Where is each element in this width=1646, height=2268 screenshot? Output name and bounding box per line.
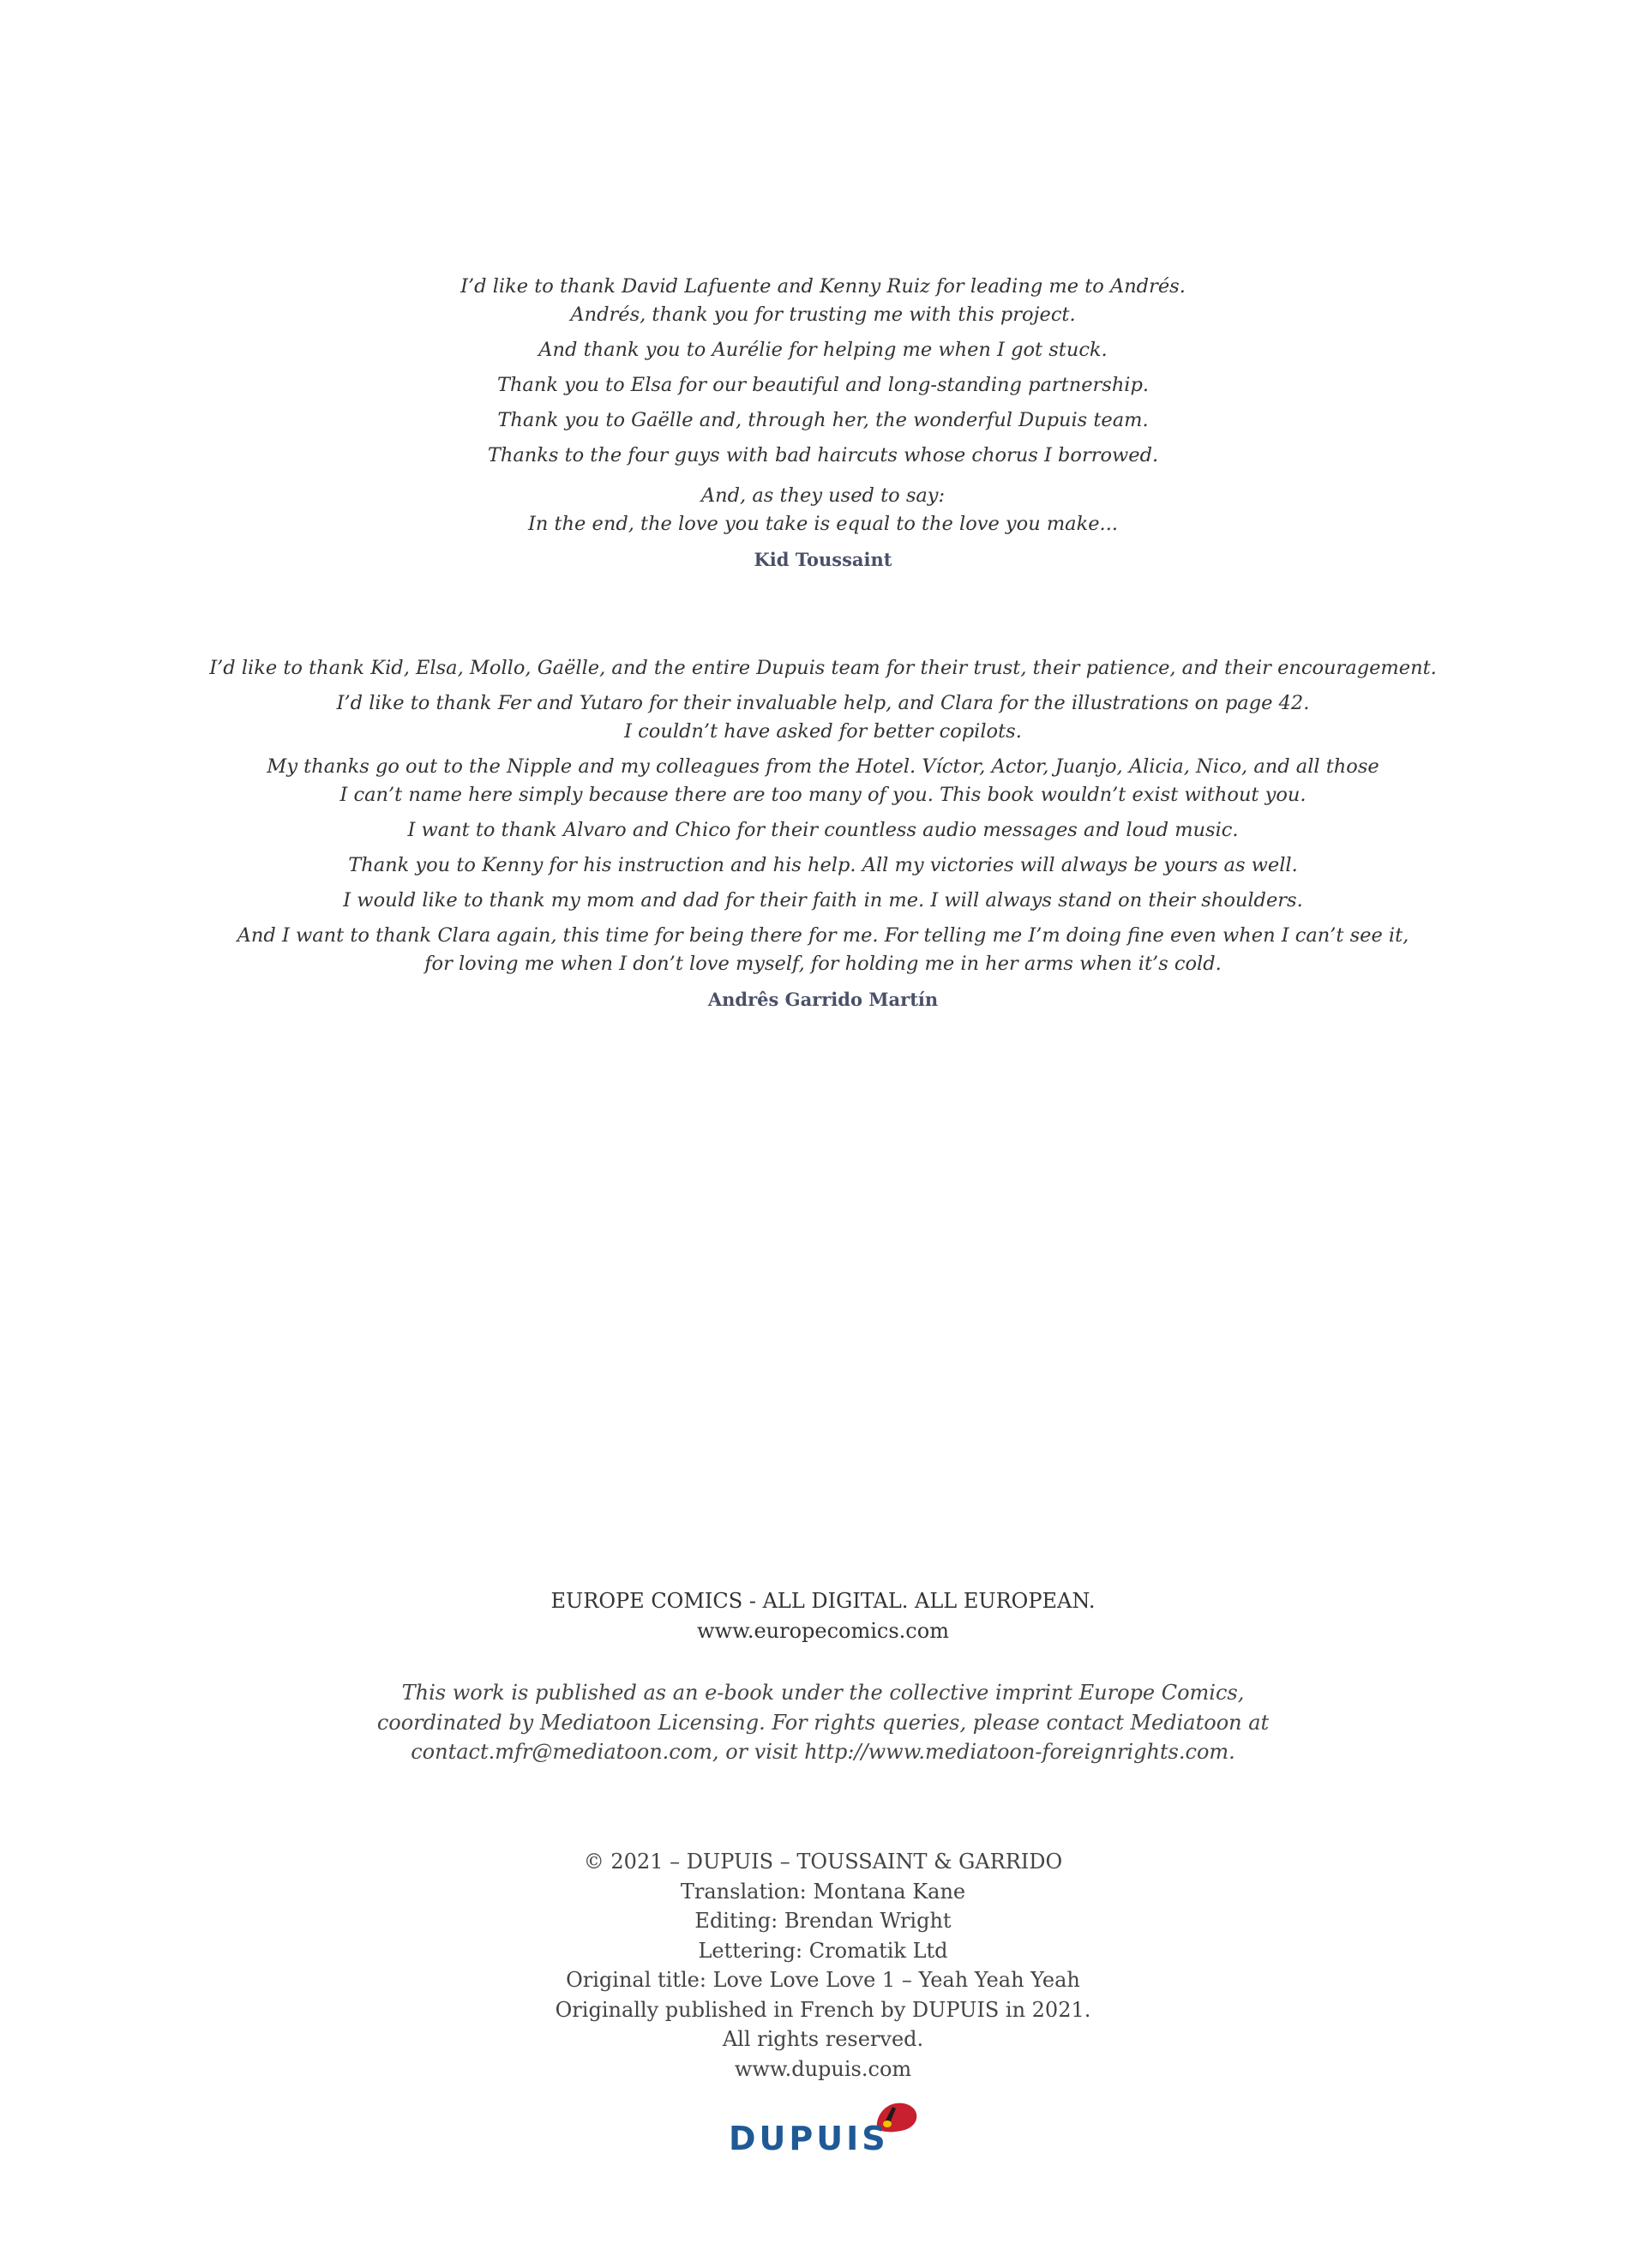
credit-line: www.dupuis.com <box>734 2056 912 2081</box>
notice-line: contact.mfr@mediatoon.com, or visit http://www.mediatoon-foreignrights.com. <box>411 1740 1235 1764</box>
notice-line: coordinated by Mediatoon Licensing. For rights queries, please contact Mediatoon at <box>376 1710 1270 1735</box>
credit-line: Translation: Montana Kane <box>680 1879 966 1904</box>
colophon-url: www.europecomics.com <box>697 1618 949 1643</box>
dupuis-wordmark: DUPUIS <box>729 2120 889 2157</box>
dupuis-logo <box>724 2098 922 2158</box>
credit-line: Lettering: Cromatik Ltd <box>698 1938 948 1963</box>
ack-line: My thanks go out to the Nipple and my colleagues from the Hotel. Víctor, Actor, Juanjo, Alicia, Nico, and all those <box>267 755 1379 778</box>
credits <box>0 1847 1646 2084</box>
ack-line: And thank you to Aurélie for helping me when I got stuck. <box>538 339 1108 361</box>
ack-line: And, as they used to say: <box>700 484 946 507</box>
ack-line: I’d like to thank Kid, Elsa, Mollo, Gaëlle, and the entire Dupuis team for their trust, their patience, and their encouragement. <box>209 657 1437 679</box>
ack-line: Andrés, thank you for trusting me with this project. <box>570 304 1076 326</box>
credit-line: Original title: Love Love Love 1 – Yeah Yeah Yeah <box>566 1968 1080 1992</box>
ack-line: I couldn’t have asked for better copilots. <box>624 720 1022 743</box>
ack-line: I can’t name here simply because there are too many of you. This book wouldn’t exist without you. <box>339 784 1307 806</box>
ack-line: Thanks to the four guys with bad haircuts whose chorus I borrowed. <box>487 444 1159 466</box>
ack-line: I want to thank Alvaro and Chico for their countless audio messages and loud music. <box>407 819 1239 841</box>
credit-line: © 2021 – DUPUIS – TOUSSAINT & GARRIDO <box>583 1850 1063 1874</box>
ack-line: Thank you to Kenny for his instruction and his help. All my victories will always be yours as well. <box>348 854 1298 876</box>
europe-comics-colophon <box>0 1586 1646 1645</box>
colophon-tagline: EUROPE COMICS - ALL DIGITAL. ALL EUROPEAN. <box>550 1589 1096 1613</box>
credit-line: Editing: Brendan Wright <box>694 1909 952 1933</box>
ack-line: Thank you to Gaëlle and, through her, the wonderful Dupuis team. <box>497 409 1149 431</box>
ack-line: I would like to thank my mom and dad for their faith in me. I will always stand on their shoulders. <box>343 889 1303 911</box>
publication-notice <box>0 1678 1646 1767</box>
kid-signature: Kid Toussaint <box>754 549 892 570</box>
ack-line: for loving me when I don’t love myself, for holding me in her arms when it’s cold. <box>424 953 1222 975</box>
ack-line: And I want to thank Clara again, this time for being there for me. For telling me I’m doing fine even when I can’t see it, <box>237 924 1409 947</box>
kid-acknowledgements <box>0 273 1646 574</box>
credit-line: Originally published in French by DUPUIS in 2021. <box>555 1997 1091 2022</box>
ack-line: I’d like to thank David Lafuente and Kenny Ruiz for leading me to Andrés. <box>460 275 1186 298</box>
ack-line: Thank you to Elsa for our beautiful and long-standing partnership. <box>496 374 1150 396</box>
andres-acknowledgements <box>0 654 1646 1014</box>
ack-line: I’d like to thank Fer and Yutaro for their invaluable help, and Clara for the illustrations on page 42. <box>336 692 1310 714</box>
notice-line: This work is published as an e-book under the collective imprint Europe Comics, <box>401 1681 1245 1705</box>
andres-signature: Andrês Garrido Martín <box>707 989 939 1010</box>
credit-line: All rights reserved. <box>722 2027 924 2051</box>
ack-line: In the end, the love you take is equal to the love you make... <box>527 513 1118 535</box>
